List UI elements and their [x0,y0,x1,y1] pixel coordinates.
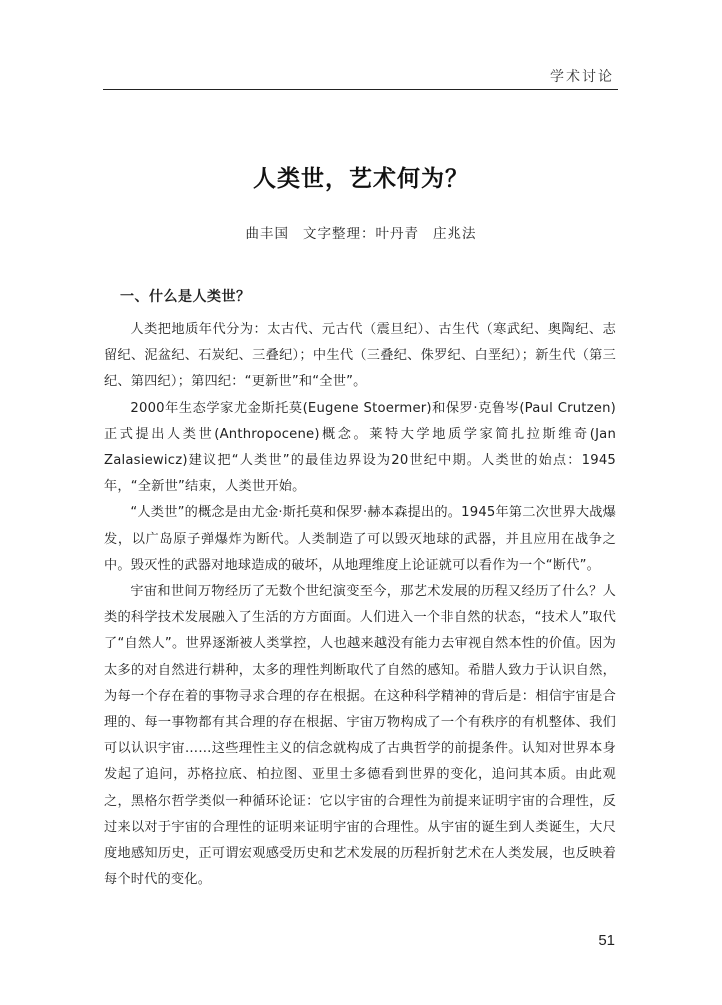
author-line [0,222,722,242]
author-editor-primary: 文字整理：叶丹青 [303,226,419,242]
author-speaker: 曲丰国 [245,226,289,242]
paragraph: 2000年生态学家尤金斯托莫(Eugene Stoermer)和保罗·克鲁岑(Paul Crutzen)正式提出人类世(Anthropocene)概念。莱特大学地质学家简扎拉斯维奇(Jan Zalasiewicz)建议把“人类世”的最佳边界设为20世纪中期。人类世的始点：1945年，“全新世”结束，人类世开始。 [104,400,616,495]
author-editor-secondary: 庄兆法 [433,226,477,242]
section-heading: 一、什么是人类世？ [120,289,251,305]
paragraph: “人类世”的概念是由尤金·斯托莫和保罗·赫本森提出的。1945年第二次世界大战爆发，以广岛原子弹爆炸为断代。人类制造了可以毁灭地球的武器，并且应用在战争之中。毁灭性的武器对地球造成的破坏，从地理维度上论证就可以看作为一个“断代”。 [104,505,616,573]
paragraph: 宇宙和世间万物经历了无数个世纪演变至今，那艺术发展的历程又经历了什么？人类的科学技术发展融入了生活的方方面面。人们进入一个非自然的状态，“技术人”取代了“自然人”。世界逐渐被人类掌控，人也越来越没有能力去审视自然本性的价值。因为太多的对自然进行耕种，太多的理性判断取代了自然的感知。希腊人致力于认识自然，为每一个存在着的事物寻求合理的存在根据。在这种科学精神的背后是：相信宇宙是合理的、每一事物都有其合理的存在根据、宇宙万物构成了一个有秩序的有机整体、我们可以认识宇宙……这些理性主义的信念就构成了古典哲学的前提条件。认知对世界本身发起了追问，苏格拉底、柏拉图、亚里士多德看到世界的变化，追问其本质。由此观之，黑格尔哲学类似一种循环论证：它以宇宙的合理性为前提来证明宇宙的合理性，反过来以对于宇宙的合理性的证明来证明宇宙的合理性。从宇宙的诞生到人类诞生，大尺度地感知历史，正可谓宏观感受历史和艺术发展的历程折射艺术在人类发展，也反映着每个时代的变化。 [104,584,616,888]
page-number: 51 [598,932,615,949]
article-body [104,317,616,893]
running-header-section: 学术讨论 [550,69,614,85]
article-title: 人类世，艺术何为？ [253,166,469,192]
header-rule [103,89,618,90]
paragraph: 人类把地质年代分为：太古代、元古代（震旦纪）、古生代（寒武纪、奥陶纪、志留纪、泥盆纪、石炭纪、三叠纪）；中生代（三叠纪、侏罗纪、白垩纪）；新生代（第三纪、第四纪）；第四纪：“更新世”和“全世”。 [104,322,616,390]
